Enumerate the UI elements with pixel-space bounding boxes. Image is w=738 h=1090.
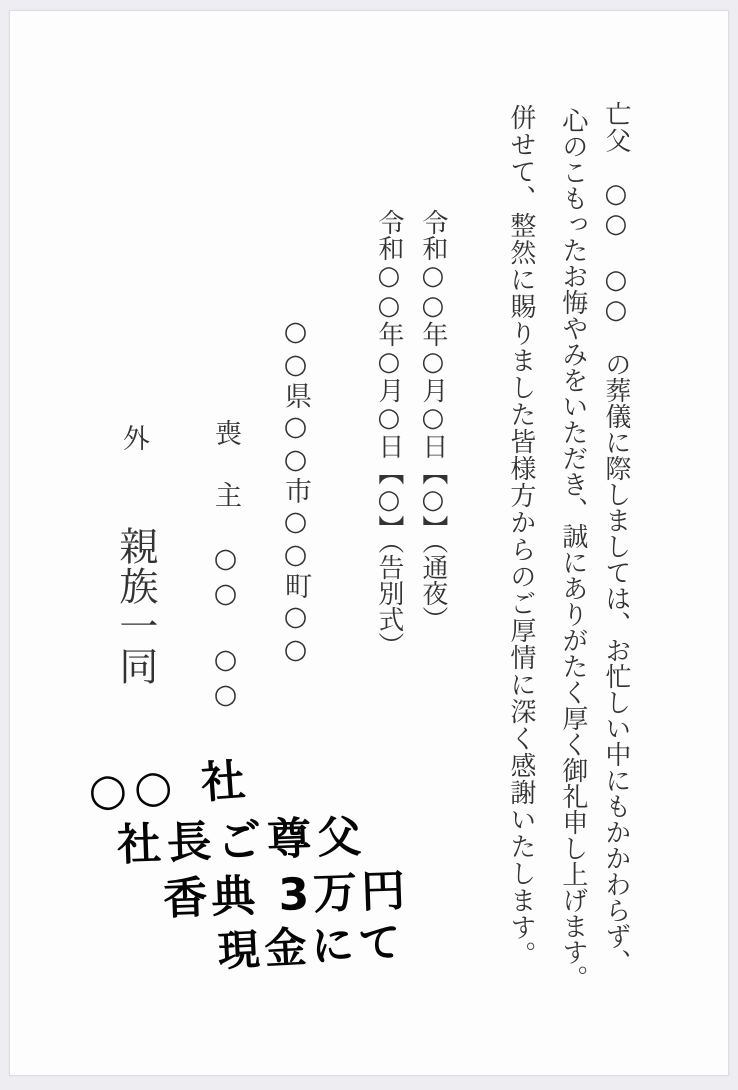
condolence-letter-card [9,10,729,1076]
chief-mourner-line: 喪 主 ○○ ○○ [210,419,242,714]
and-others-label: 外 [118,424,150,451]
relatives-label: 親族一同 [112,526,158,686]
handwritten-note-line-1: ○○ 社 [86,754,255,817]
handwritten-note-line-2: 社長ご尊父 [116,811,369,871]
letter-body-line-2: 心のこもったお悔やみをいただき、誠にありがたく厚く御礼申し上げます。 [557,107,588,991]
mourner-address: ○○県○○市○○町○○ [280,316,312,667]
handwritten-note-line-3: 香典 3万円 [162,865,410,925]
handwritten-note-line-4: 現金にて [216,917,407,976]
letter-body-line-1: 亡父 ○○ ○○ の葬儀に際しましては、お忙しい中にもかかわらず、 [600,101,631,975]
ceremony-date-wake: 令和○○年○月○日【○】（通夜） [417,209,448,632]
letter-body-line-3: 併せて、整然に賜りました皆様方からのご厚情に深く感謝いたします。 [505,104,536,968]
ceremony-date-funeral: 令和○○年○月○日【○】（告別式） [373,209,404,658]
